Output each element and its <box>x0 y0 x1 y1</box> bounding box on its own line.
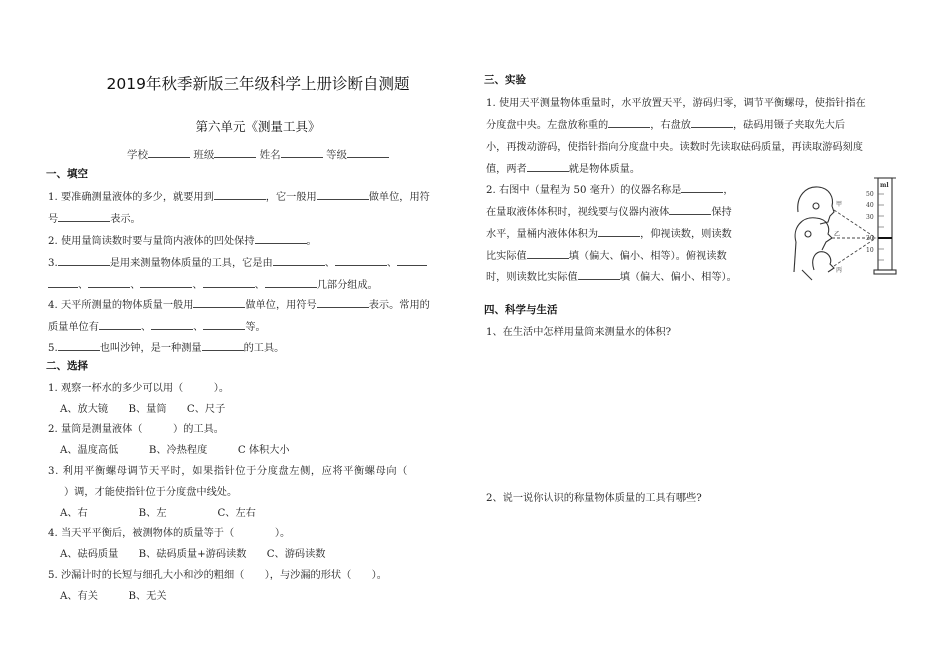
answer-blank[interactable] <box>202 340 244 351</box>
text: 号 <box>48 214 59 225</box>
text: 、 <box>324 258 335 269</box>
answer-blank[interactable] <box>598 226 640 237</box>
text: 水平，量桶内液体体积为 <box>486 229 599 240</box>
text: 填（偏大、偏小、相等）。 <box>619 272 737 283</box>
section-experiment-heading: 三、实验 <box>484 74 526 86</box>
text: 是用来测量物体质量的工具，它是由 <box>109 258 273 269</box>
tick-20: 20 <box>866 235 874 242</box>
answer-blank[interactable] <box>317 297 369 308</box>
text: 4. 天平所测量的物体质量一般用 <box>48 300 194 311</box>
text: 时，则读数比实际值 <box>486 272 578 283</box>
fill-q3-line1 <box>48 254 427 269</box>
text: 做单位，用符号 <box>245 300 317 311</box>
answer-blank[interactable] <box>193 297 245 308</box>
tick-10: 10 <box>866 247 874 254</box>
exp-q1-line2 <box>486 116 845 131</box>
answer-blank[interactable] <box>265 277 317 288</box>
answer-blank[interactable] <box>608 117 650 128</box>
grade-label: 等级 <box>326 149 348 161</box>
answer-blank[interactable] <box>151 319 193 330</box>
fill-q5 <box>48 339 284 354</box>
answer-blank[interactable] <box>335 255 387 266</box>
text: ，右盘放 <box>650 120 691 131</box>
answer-blank[interactable] <box>58 255 110 266</box>
graduated-cylinder-figure <box>792 172 910 282</box>
name-field[interactable] <box>281 147 323 158</box>
text: 表示。 <box>110 214 141 225</box>
text: ， <box>723 185 734 196</box>
text: 1. 要准确测量液体的多少，就要用到 <box>48 192 214 203</box>
text: 质量单位有 <box>48 322 99 333</box>
school-field[interactable] <box>148 147 190 158</box>
choice-q2: 2. 量筒是测量液体（ ）的工具。 <box>48 424 224 435</box>
answer-blank[interactable] <box>397 255 427 266</box>
tick-30: 30 <box>866 214 874 221</box>
answer-blank[interactable] <box>203 277 255 288</box>
answer-blank[interactable] <box>58 211 110 222</box>
choice-q3-line1: 3. 利用平衡螺母调节天平时，如果指针位于分度盘左侧，应将平衡螺母向（ <box>48 466 408 477</box>
answer-blank[interactable] <box>140 277 192 288</box>
text: 保持 <box>711 207 732 218</box>
answer-blank[interactable] <box>691 117 733 128</box>
life-q2: 2、说一说你认识的称量物体质量的工具有哪些? <box>486 493 702 504</box>
answer-blank[interactable] <box>273 255 325 266</box>
cylinder-reading-illustration <box>792 172 910 282</box>
choice-q5: 5. 沙漏计时的长短与细孔大小和沙的粗细（ ），与沙漏的形状（ ）。 <box>48 570 387 581</box>
text: 做单位，用符 <box>368 192 430 203</box>
text: ，仰视读数，则读数 <box>640 229 732 240</box>
answer-blank[interactable] <box>681 182 723 193</box>
choice-q2-options[interactable]: A、温度高低 B、冷热程度 C 体积大小 <box>60 445 290 456</box>
text: 、 <box>193 322 204 333</box>
fill-q1-line2 <box>48 210 141 225</box>
page-title: 2019年秋季新版三年级科学上册诊断自测题 <box>106 75 410 93</box>
exp-q2-line3 <box>486 225 732 240</box>
text: 分度盘中央。左盘放称重的 <box>486 120 609 131</box>
answer-blank[interactable] <box>527 248 569 259</box>
class-label: 班级 <box>193 149 215 161</box>
name-label: 姓名 <box>259 149 281 161</box>
answer-blank[interactable] <box>669 204 711 215</box>
unit-label: ml <box>880 182 889 189</box>
page-subtitle: 第六单元《测量工具》 <box>195 119 321 134</box>
tick-50: 50 <box>866 191 874 198</box>
exp-q2-line1 <box>486 181 734 196</box>
exp-q1-line3: 小，再拨动游码，使指针指向分度盘中央。读数时先读取砝码质量，再读取游码刻度 <box>486 142 863 153</box>
answer-blank[interactable] <box>58 340 100 351</box>
choice-q4-options[interactable]: A、砝码质量 B、砝码质量+游码读数 C、游码读数 <box>60 549 326 560</box>
answer-blank[interactable] <box>214 189 266 200</box>
text: 、 <box>140 322 152 333</box>
text: 、 <box>192 280 203 291</box>
answer-blank[interactable] <box>578 269 620 280</box>
viewer-label-bing: 丙 <box>836 267 843 274</box>
text: 表示。常用的 <box>368 300 430 311</box>
answer-blank[interactable] <box>203 319 245 330</box>
fill-q4-line2 <box>48 318 266 333</box>
section-life-heading: 四、科学与生活 <box>484 304 558 316</box>
tick-40: 40 <box>866 202 874 209</box>
text: 。 <box>306 236 317 247</box>
choice-q4: 4. 当天平平衡后，被测物体的质量等于（ ）。 <box>48 528 291 539</box>
answer-blank[interactable] <box>255 233 307 244</box>
life-q1: 1、在生活中怎样用量筒来测量水的体积? <box>486 327 672 338</box>
exp-q2-line5 <box>486 268 737 283</box>
grade-field[interactable] <box>347 147 389 158</box>
text: 、 <box>130 280 141 291</box>
text: 、 <box>78 280 89 291</box>
choice-q5-options[interactable]: A、有关 B、无关 <box>60 591 167 602</box>
text: 5. <box>48 343 58 354</box>
choice-q1: 1. 观察一杯水的多少可以用（ ）。 <box>48 383 230 394</box>
answer-blank[interactable] <box>88 277 130 288</box>
text: 的工具。 <box>243 343 285 354</box>
fill-q4-line1 <box>48 296 430 311</box>
text: 2. 右图中（量程为 50 毫升）的仪器名称是 <box>486 185 682 196</box>
section-choice-heading: 二、选择 <box>46 360 88 372</box>
exp-q1-line1: 1. 使用天平测量物体重量时，水平放置天平，游码归零，调节平衡螺母，使指针指在 <box>486 98 866 109</box>
exp-q2-line4 <box>486 247 727 262</box>
text: 也叫沙钟，是一种测量 <box>99 343 202 354</box>
student-info-row <box>46 147 470 162</box>
text: 在量取液体体积时，视线要与仪器内液体 <box>486 207 670 218</box>
answer-blank[interactable] <box>99 319 141 330</box>
class-field[interactable] <box>214 147 256 158</box>
text: 、 <box>254 280 265 291</box>
text: 3. <box>48 258 58 269</box>
choice-q1-options[interactable]: A、放大镜 B、量筒 C、尺子 <box>60 404 226 415</box>
section-fill-blank-heading: 一、填空 <box>46 168 88 180</box>
text: ，它一般用 <box>265 192 317 203</box>
fill-q3-line2 <box>48 276 378 291</box>
text: 填（偏大、偏小、相等）。俯视读数 <box>568 251 727 262</box>
text: 几部分组成。 <box>316 280 378 291</box>
exp-q1-line4 <box>486 160 640 175</box>
fill-q1-line1 <box>48 188 430 203</box>
fill-q2 <box>48 232 317 247</box>
text: 、 <box>386 258 398 269</box>
text: 2. 使用量筒读数时要与量筒内液体的凹处保持 <box>48 236 255 247</box>
text: 比实际值 <box>486 251 527 262</box>
choice-q3-line2: ）调，才能使指针位于分度盘中线处。 <box>64 487 238 498</box>
answer-blank[interactable] <box>317 189 369 200</box>
text: 值，两者 <box>486 164 527 175</box>
text: 等。 <box>245 322 266 333</box>
exp-q2-line2 <box>486 203 732 218</box>
school-label: 学校 <box>126 149 148 161</box>
choice-q3-options[interactable]: A、右 B、左 C、左右 <box>60 508 256 519</box>
answer-blank[interactable] <box>48 277 78 288</box>
answer-blank[interactable] <box>527 161 569 172</box>
text: ，砝码用镊子夹取先大后 <box>733 120 846 131</box>
viewer-label-jia: 甲 <box>836 201 843 208</box>
text: 就是物体质量。 <box>568 164 641 175</box>
viewer-label-yi: 乙 <box>834 231 841 238</box>
